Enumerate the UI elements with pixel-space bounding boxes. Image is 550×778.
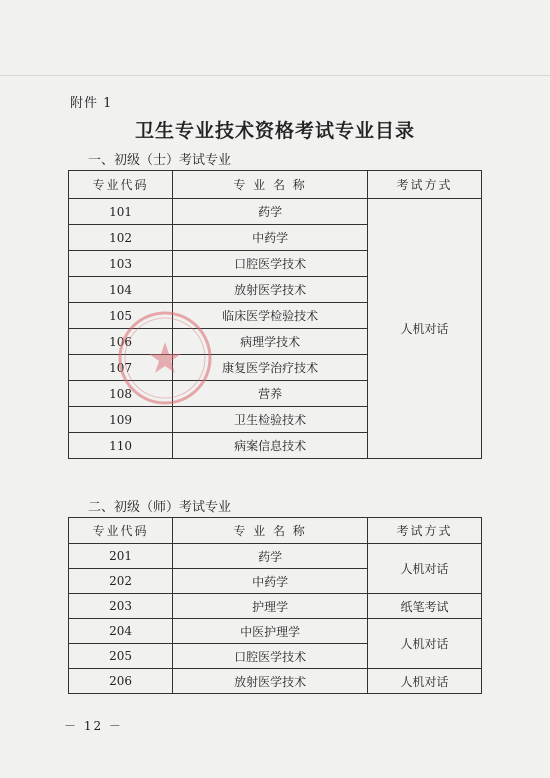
cell-name: 药学: [173, 544, 368, 569]
header-name: 专 业 名 称: [173, 518, 368, 544]
table-row: [69, 669, 482, 694]
cell-code: 101: [69, 199, 173, 225]
header-method: 考试方式: [368, 518, 482, 544]
attachment-label: 附件 1: [70, 96, 113, 111]
cell-name: 护理学: [173, 594, 368, 619]
cell-code: 108: [69, 381, 173, 407]
header-code: 专业代码: [69, 518, 173, 544]
cell-code: 103: [69, 251, 173, 277]
cell-method: 人机对话: [368, 669, 482, 694]
section1-heading: 一、初级（士）考试专业: [88, 153, 232, 168]
cell-code: 202: [69, 569, 173, 594]
cell-name: 中医护理学: [173, 619, 368, 644]
cell-code: 102: [69, 225, 173, 251]
cell-code: 203: [69, 594, 173, 619]
table-header-row: [69, 171, 482, 199]
cell-code: 107: [69, 355, 173, 381]
cell-method: 纸笔考试: [368, 594, 482, 619]
cell-name: 病案信息技术: [173, 433, 368, 459]
cell-code: 110: [69, 433, 173, 459]
cell-name: 中药学: [173, 569, 368, 594]
cell-code: 205: [69, 644, 173, 669]
cell-code: 106: [69, 329, 173, 355]
cell-name: 营养: [173, 381, 368, 407]
cell-code: 201: [69, 544, 173, 569]
header-rule: [0, 75, 550, 76]
header-code: 专业代码: [69, 171, 173, 199]
cell-method: 人机对话: [368, 199, 482, 459]
cell-name: 口腔医学技术: [173, 644, 368, 669]
cell-name: 卫生检验技术: [173, 407, 368, 433]
header-method: 考试方式: [368, 171, 482, 199]
table-row: [69, 594, 482, 619]
cell-name: 病理学技术: [173, 329, 368, 355]
cell-method: 人机对话: [368, 544, 482, 594]
cell-name: 放射医学技术: [173, 277, 368, 303]
cell-name: 口腔医学技术: [173, 251, 368, 277]
cell-code: 204: [69, 619, 173, 644]
cell-method: 人机对话: [368, 619, 482, 669]
section1-table: [68, 170, 482, 459]
page-number: － 12 －: [64, 719, 123, 733]
cell-name: 放射医学技术: [173, 669, 368, 694]
cell-name: 药学: [173, 199, 368, 225]
cell-code: 104: [69, 277, 173, 303]
table-header-row: [69, 518, 482, 544]
cell-name: 临床医学检验技术: [173, 303, 368, 329]
cell-name: 康复医学治疗技术: [173, 355, 368, 381]
cell-code: 109: [69, 407, 173, 433]
table-row: [69, 619, 482, 644]
page-title: 卫生专业技术资格考试专业目录: [134, 120, 415, 142]
table-row: [69, 544, 482, 569]
section2-heading: 二、初级（师）考试专业: [88, 500, 232, 515]
table-row: [69, 199, 482, 225]
cell-name: 中药学: [173, 225, 368, 251]
header-name: 专 业 名 称: [173, 171, 368, 199]
cell-code: 105: [69, 303, 173, 329]
section2-table: [68, 517, 482, 694]
cell-code: 206: [69, 669, 173, 694]
